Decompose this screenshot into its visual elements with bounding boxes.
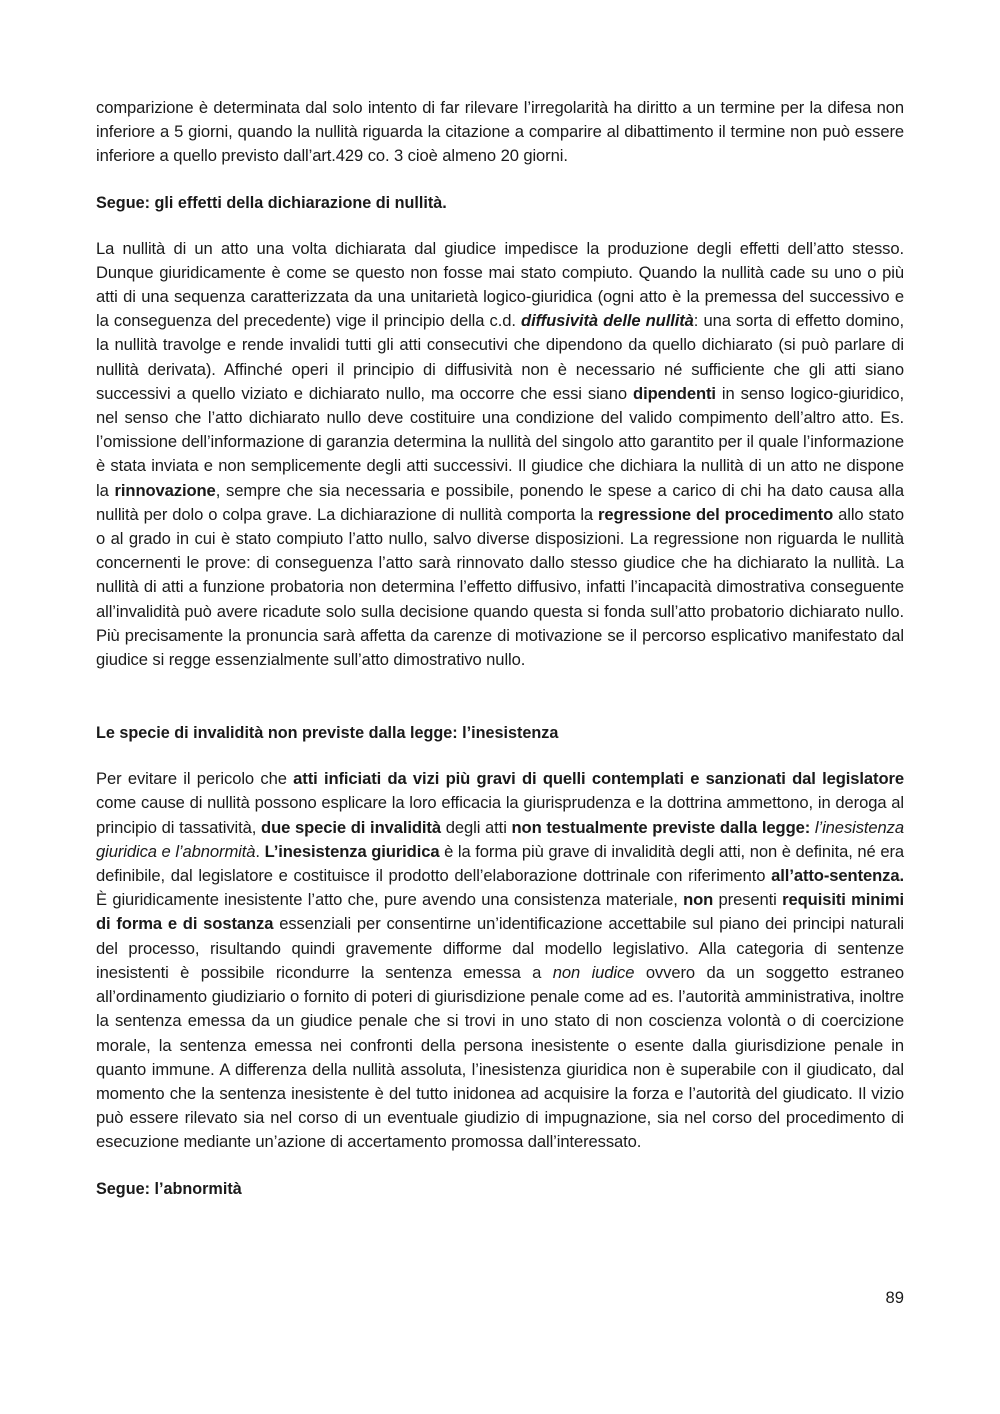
paragraph-intro <box>96 96 904 169</box>
page-number: 89 <box>885 1288 904 1307</box>
section-heading-effetti: Segue: gli effetti della dichiarazione di nullità. <box>96 193 447 212</box>
text-run: atti inficiati da vizi più gravi di quelli contemplati e sanzionati dal legislatore <box>293 769 904 789</box>
text-run: presenti <box>713 890 783 910</box>
text-run: L’inesistenza giuridica <box>264 841 440 861</box>
text-run: diffusività delle nullità <box>521 311 694 331</box>
section-heading-inesistenza: Le specie di invalidità non previste dalla legge: l’inesistenza <box>96 724 559 743</box>
page-content <box>96 96 904 1201</box>
text-run: degli atti <box>441 817 512 837</box>
text-run: non <box>683 890 714 910</box>
text-run: La nullità di un atto una volta dichiarata dal giudice impedisce la produzione degli effetti dell’atto stesso. Dunque giuridicamente è come se questo non fosse mai stato compiuto. Quando la nullità cade su uno o più atti di una sequenza caratterizzata da una unitarietà logico-giuridica (ogni atto è la premessa del successivo e la conseguenza del precedente) vige il principio della c.d. <box>96 238 904 331</box>
text-run: Per evitare il pericolo che <box>96 769 294 789</box>
text-run: È giuridicamente inesistente l’atto che, pure avendo una consistenza materiale, <box>96 890 684 910</box>
paragraph-effetti <box>96 237 904 673</box>
text-run: comparizione è determinata dal solo intento di far rilevare l’irregolarità ha diritto a un termine per la difesa non inferiore a 5 giorni, quando la nullità riguarda la citazione a comparire al dibattimento il termine non può essere inferiore a quello previsto dall’art.429 co. 3 cioè almeno 20 giorni. <box>96 98 904 166</box>
text-run: come cause di nullità possono esplicare la loro efficacia la giurisprudenza e la dottrina ammettono, in deroga al principio di tassatività, <box>96 793 904 837</box>
text-run: allo stato o al grado in cui è stato compiuto l’atto nullo, salvo diverse disposizioni. La regressione non riguarda le nullità concernenti le prove: di conseguenza l’atto sarà rinnovato dallo stesso giudice che ha dichiarato la nullità. La nullità di atti a funzione probatoria non determina l’effetto diffusivo, infatti l’incapacità dimostrativa conseguente all’invalidità può avere ricadute solo sulla decisione quando questa si fonda sull’atto probatorio dichiarato nullo. Più precisamente la pronuncia sarà affetta da carenze di motivazione se il percorso esplicativo manifestato dal giudice si regge essenzialmente sull’atto dimostrativo nullo. <box>96 504 904 670</box>
text-run: . <box>255 841 265 861</box>
text-run: due specie di invalidità <box>261 817 441 837</box>
text-run: è la forma più grave di invalidità degli atti, non è definita, né era definibile, dal legislatore e costituisce il prodotto dell’elaborazione dottrinale con riferimento <box>96 841 904 886</box>
text-run: rinnovazione <box>114 480 216 500</box>
text-run: non iudice <box>552 962 635 982</box>
text-run: all’atto-sentenza. <box>771 866 904 886</box>
text-run: , sempre che sia necessaria e possibile, ponendo le spese a carico di chi ha dato causa alla nullità per dolo o colpa grave. La dichiarazione di nullità comporta la <box>96 480 904 524</box>
text-run: in senso logico-giuridico, nel senso che l’atto dichiarato nullo deve costituire una condizione del valido compimento dell’altro atto. Es. l’omissione dell’informazione di garanzia determina la nullità del singolo atto garantito per il quale l’informazione è stata inviata e non semplicemente degli atti successivi. Il giudice che dichiara la nullità di un atto ne dispone la <box>96 383 904 500</box>
text-run: dipendenti <box>633 383 716 403</box>
text-run: essenziali per consentirne un’identificazione accettabile sul piano dei principi naturali del processo, risultando quindi gravemente difforme dal modello legislativo. Alla categoria di sentenze inesistenti è possibile ricondurre la sentenza emessa a <box>96 914 904 982</box>
text-run: regressione del procedimento <box>598 504 834 524</box>
text-run: : una sorta di effetto domino, la nullità travolge e rende invalidi tutti gli atti consecutivi che dipendono da quello dichiarato (si può parlare di nullità derivata). Affinché operi il principio di diffusività non è necessario né sufficiente che gli atti siano successivi a quello viziato e dichiarato nullo, ma occorre che essi siano <box>96 311 905 403</box>
paragraph-inesistenza <box>96 767 904 1154</box>
section-heading-abnormita: Segue: l’abnormità <box>96 1179 242 1198</box>
text-run: requisiti minimi di forma e di sostanza <box>96 890 905 934</box>
text-run: non testualmente previste dalla legge: <box>511 817 811 837</box>
text-run: l’inesistenza giuridica e l’abnormità <box>96 817 905 861</box>
text-run: ovvero da un soggetto estraneo all’ordinamento giudiziario o fornito di poteri di giurisdizione penale come ad es. l’autorità amministrativa, inoltre la sentenza emessa da un giudice penale che si trovi in uno stato di non coscienza volontà o di coercizione morale, la sentenza emessa nei confronti della persona inesistente o esente dalla giurisdizione penale in quanto immune. A differenza della nullità assoluta, l’inesistenza giuridica non è superabile con il giudicato, dal momento che la sentenza inesistente è del tutto inidonea ad acquisire la forza e l’autorità del giudicato. Il vizio può essere rilevato sia nel corso di un eventuale giudizio di impugnazione, sia nel corso del procedimento di esecuzione mediante un’azione di accertamento promossa dall’interessato. <box>96 962 905 1152</box>
